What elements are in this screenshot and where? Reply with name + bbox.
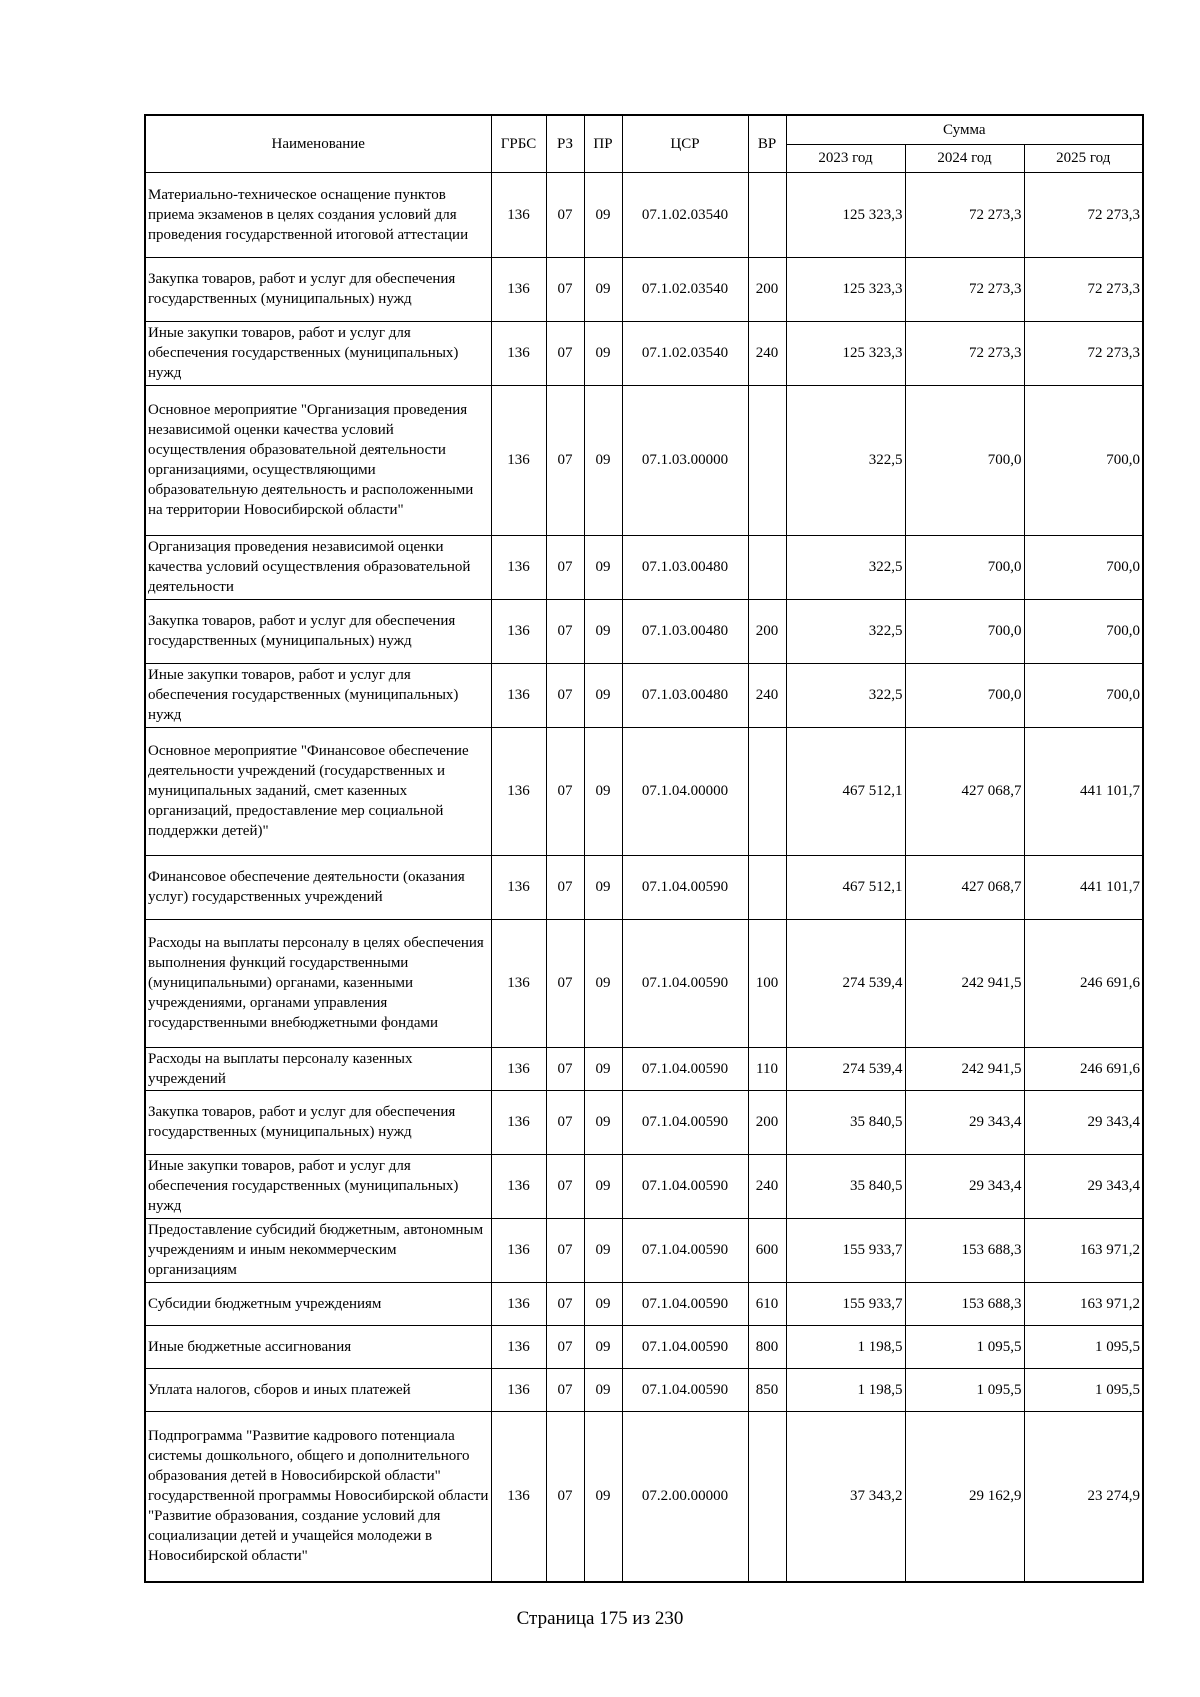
row-csr: 07.1.02.03540 <box>622 321 748 385</box>
row-grbs: 136 <box>491 1411 546 1582</box>
row-vr <box>748 535 786 599</box>
row-pr: 09 <box>584 1047 622 1090</box>
row-pr: 09 <box>584 1282 622 1325</box>
row-vr: 240 <box>748 663 786 727</box>
row-name: Финансовое обеспечение деятельности (оказания услуг) государственных учреждений <box>145 855 491 919</box>
row-csr: 07.1.03.00480 <box>622 599 748 663</box>
header-pr: ПР <box>584 115 622 172</box>
table-row <box>145 172 1143 257</box>
row-csr: 07.1.04.00590 <box>622 1047 748 1090</box>
row-name: Закупка товаров, работ и услуг для обеспечения государственных (муниципальных) нужд <box>145 1090 491 1154</box>
row-rz: 07 <box>546 1154 584 1218</box>
row-csr: 07.1.03.00000 <box>622 385 748 535</box>
row-name: Подпрограмма "Развитие кадрового потенциала системы дошкольного, общего и дополнительного образования детей в Новосибирской области" государственной программы Новосибирской области "Развитие образования, создание условий для социализации детей и учащейся молодежи в Новосибирской области" <box>145 1411 491 1582</box>
table-row <box>145 599 1143 663</box>
row-sum-2023: 467 512,1 <box>786 727 905 855</box>
row-sum-2023: 274 539,4 <box>786 919 905 1047</box>
row-vr: 110 <box>748 1047 786 1090</box>
row-rz: 07 <box>546 257 584 321</box>
row-name: Основное мероприятие "Финансовое обеспечение деятельности учреждений (государственных и муниципальных заданий, смет казенных организаций, предоставление мер социальной поддержки детей)" <box>145 727 491 855</box>
table-row <box>145 535 1143 599</box>
row-grbs: 136 <box>491 535 546 599</box>
row-sum-2023: 322,5 <box>786 385 905 535</box>
row-sum-2023: 125 323,3 <box>786 321 905 385</box>
row-sum-2024: 700,0 <box>905 535 1024 599</box>
row-csr: 07.2.00.00000 <box>622 1411 748 1582</box>
row-vr: 200 <box>748 1090 786 1154</box>
row-sum-2025: 23 274,9 <box>1024 1411 1143 1582</box>
row-sum-2024: 1 095,5 <box>905 1325 1024 1368</box>
row-rz: 07 <box>546 599 584 663</box>
table-row <box>145 855 1143 919</box>
row-csr: 07.1.04.00590 <box>622 1325 748 1368</box>
row-grbs: 136 <box>491 1047 546 1090</box>
row-name: Иные закупки товаров, работ и услуг для обеспечения государственных (муниципальных) нужд <box>145 1154 491 1218</box>
table-row <box>145 1218 1143 1282</box>
row-pr: 09 <box>584 663 622 727</box>
row-sum-2025: 1 095,5 <box>1024 1325 1143 1368</box>
row-sum-2025: 441 101,7 <box>1024 855 1143 919</box>
row-csr: 07.1.03.00480 <box>622 535 748 599</box>
table-row <box>145 1154 1143 1218</box>
row-sum-2025: 441 101,7 <box>1024 727 1143 855</box>
row-sum-2024: 72 273,3 <box>905 257 1024 321</box>
row-pr: 09 <box>584 172 622 257</box>
row-sum-2025: 246 691,6 <box>1024 919 1143 1047</box>
row-pr: 09 <box>584 919 622 1047</box>
row-csr: 07.1.04.00590 <box>622 1282 748 1325</box>
row-grbs: 136 <box>491 663 546 727</box>
row-vr <box>748 385 786 535</box>
row-csr: 07.1.04.00000 <box>622 727 748 855</box>
row-grbs: 136 <box>491 919 546 1047</box>
table-row <box>145 321 1143 385</box>
row-rz: 07 <box>546 727 584 855</box>
row-vr: 200 <box>748 257 786 321</box>
row-sum-2024: 700,0 <box>905 385 1024 535</box>
row-sum-2023: 1 198,5 <box>786 1325 905 1368</box>
row-sum-2025: 700,0 <box>1024 385 1143 535</box>
row-sum-2023: 125 323,3 <box>786 257 905 321</box>
row-rz: 07 <box>546 1325 584 1368</box>
row-csr: 07.1.04.00590 <box>622 855 748 919</box>
table-row <box>145 919 1143 1047</box>
header-grbs: ГРБС <box>491 115 546 172</box>
header-name: Наименование <box>145 115 491 172</box>
row-sum-2024: 72 273,3 <box>905 321 1024 385</box>
row-sum-2023: 467 512,1 <box>786 855 905 919</box>
row-rz: 07 <box>546 172 584 257</box>
row-sum-2024: 72 273,3 <box>905 172 1024 257</box>
row-name: Предоставление субсидий бюджетным, автономным учреждениям и иным некоммерческим организациям <box>145 1218 491 1282</box>
row-name: Закупка товаров, работ и услуг для обеспечения государственных (муниципальных) нужд <box>145 599 491 663</box>
row-csr: 07.1.02.03540 <box>622 257 748 321</box>
row-vr: 240 <box>748 321 786 385</box>
row-grbs: 136 <box>491 172 546 257</box>
table-row <box>145 663 1143 727</box>
row-sum-2023: 322,5 <box>786 599 905 663</box>
row-sum-2023: 125 323,3 <box>786 172 905 257</box>
row-grbs: 136 <box>491 599 546 663</box>
row-sum-2023: 322,5 <box>786 535 905 599</box>
header-year-2024: 2024 год <box>905 144 1024 172</box>
header-rz: РЗ <box>546 115 584 172</box>
row-rz: 07 <box>546 535 584 599</box>
row-vr <box>748 1411 786 1582</box>
row-pr: 09 <box>584 535 622 599</box>
row-grbs: 136 <box>491 1154 546 1218</box>
row-vr: 240 <box>748 1154 786 1218</box>
row-sum-2024: 29 162,9 <box>905 1411 1024 1582</box>
row-pr: 09 <box>584 855 622 919</box>
header-year-2025: 2025 год <box>1024 144 1143 172</box>
row-grbs: 136 <box>491 385 546 535</box>
row-name: Расходы на выплаты персоналу казенных учреждений <box>145 1047 491 1090</box>
row-sum-2024: 153 688,3 <box>905 1282 1024 1325</box>
row-sum-2025: 29 343,4 <box>1024 1090 1143 1154</box>
row-vr <box>748 727 786 855</box>
row-sum-2025: 700,0 <box>1024 663 1143 727</box>
row-name: Иные бюджетные ассигнования <box>145 1325 491 1368</box>
row-vr <box>748 172 786 257</box>
row-grbs: 136 <box>491 1325 546 1368</box>
row-pr: 09 <box>584 1325 622 1368</box>
budget-table-container <box>144 114 1144 1583</box>
budget-table <box>144 114 1144 1583</box>
row-csr: 07.1.03.00480 <box>622 663 748 727</box>
row-sum-2023: 322,5 <box>786 663 905 727</box>
row-pr: 09 <box>584 385 622 535</box>
row-sum-2025: 246 691,6 <box>1024 1047 1143 1090</box>
row-sum-2025: 163 971,2 <box>1024 1218 1143 1282</box>
row-sum-2023: 37 343,2 <box>786 1411 905 1582</box>
header-year-2023: 2023 год <box>786 144 905 172</box>
table-body <box>145 172 1143 1582</box>
row-vr: 800 <box>748 1325 786 1368</box>
row-grbs: 136 <box>491 1368 546 1411</box>
row-pr: 09 <box>584 1411 622 1582</box>
header-csr: ЦСР <box>622 115 748 172</box>
row-csr: 07.1.04.00590 <box>622 1218 748 1282</box>
row-rz: 07 <box>546 1282 584 1325</box>
row-sum-2023: 274 539,4 <box>786 1047 905 1090</box>
row-name: Организация проведения независимой оценки качества условий осуществления образовательной деятельности <box>145 535 491 599</box>
row-sum-2025: 700,0 <box>1024 599 1143 663</box>
table-row <box>145 1325 1143 1368</box>
row-vr: 850 <box>748 1368 786 1411</box>
row-sum-2025: 163 971,2 <box>1024 1282 1143 1325</box>
row-sum-2025: 700,0 <box>1024 535 1143 599</box>
row-sum-2023: 155 933,7 <box>786 1218 905 1282</box>
row-rz: 07 <box>546 321 584 385</box>
row-sum-2025: 1 095,5 <box>1024 1368 1143 1411</box>
table-row <box>145 385 1143 535</box>
row-csr: 07.1.02.03540 <box>622 172 748 257</box>
row-pr: 09 <box>584 1368 622 1411</box>
row-grbs: 136 <box>491 727 546 855</box>
row-name: Уплата налогов, сборов и иных платежей <box>145 1368 491 1411</box>
row-sum-2024: 242 941,5 <box>905 1047 1024 1090</box>
row-name: Иные закупки товаров, работ и услуг для обеспечения государственных (муниципальных) нужд <box>145 663 491 727</box>
row-pr: 09 <box>584 321 622 385</box>
row-sum-2024: 700,0 <box>905 663 1024 727</box>
row-grbs: 136 <box>491 1282 546 1325</box>
row-sum-2023: 35 840,5 <box>786 1090 905 1154</box>
page-number: Страница 175 из 230 <box>516 1608 684 1629</box>
row-sum-2024: 153 688,3 <box>905 1218 1024 1282</box>
row-csr: 07.1.04.00590 <box>622 1090 748 1154</box>
row-sum-2024: 29 343,4 <box>905 1090 1024 1154</box>
row-grbs: 136 <box>491 1090 546 1154</box>
row-grbs: 136 <box>491 1218 546 1282</box>
table-header <box>145 115 1143 172</box>
row-sum-2023: 35 840,5 <box>786 1154 905 1218</box>
row-sum-2024: 242 941,5 <box>905 919 1024 1047</box>
table-row <box>145 1047 1143 1090</box>
row-rz: 07 <box>546 1218 584 1282</box>
table-row <box>145 1282 1143 1325</box>
header-vr: ВР <box>748 115 786 172</box>
row-sum-2024: 427 068,7 <box>905 855 1024 919</box>
row-pr: 09 <box>584 727 622 855</box>
row-sum-2023: 1 198,5 <box>786 1368 905 1411</box>
row-name: Субсидии бюджетным учреждениям <box>145 1282 491 1325</box>
row-name: Расходы на выплаты персоналу в целях обеспечения выполнения функций государственными (муниципальными) органами, казенными учреждениями, органами управления государственными внебюджетными фондами <box>145 919 491 1047</box>
row-sum-2025: 72 273,3 <box>1024 257 1143 321</box>
row-grbs: 136 <box>491 257 546 321</box>
row-pr: 09 <box>584 1218 622 1282</box>
row-vr: 610 <box>748 1282 786 1325</box>
row-grbs: 136 <box>491 321 546 385</box>
row-sum-2025: 72 273,3 <box>1024 321 1143 385</box>
row-grbs: 136 <box>491 855 546 919</box>
row-name: Материально-техническое оснащение пунктов приема экзаменов в целях создания условий для проведения государственной итоговой аттестации <box>145 172 491 257</box>
header-sum: Сумма <box>786 115 1143 144</box>
row-rz: 07 <box>546 1368 584 1411</box>
row-sum-2024: 1 095,5 <box>905 1368 1024 1411</box>
row-name: Основное мероприятие "Организация проведения независимой оценки качества условий осуществления образовательной деятельности организациями, осуществляющими образовательную деятельность и расположенными на территории Новосибирской области" <box>145 385 491 535</box>
row-vr <box>748 855 786 919</box>
row-csr: 07.1.04.00590 <box>622 1154 748 1218</box>
row-csr: 07.1.04.00590 <box>622 919 748 1047</box>
row-name: Закупка товаров, работ и услуг для обеспечения государственных (муниципальных) нужд <box>145 257 491 321</box>
row-pr: 09 <box>584 1090 622 1154</box>
row-rz: 07 <box>546 1090 584 1154</box>
row-rz: 07 <box>546 1411 584 1582</box>
row-sum-2024: 700,0 <box>905 599 1024 663</box>
row-sum-2025: 29 343,4 <box>1024 1154 1143 1218</box>
row-pr: 09 <box>584 1154 622 1218</box>
row-sum-2024: 427 068,7 <box>905 727 1024 855</box>
table-row <box>145 257 1143 321</box>
row-sum-2025: 72 273,3 <box>1024 172 1143 257</box>
table-row <box>145 727 1143 855</box>
row-csr: 07.1.04.00590 <box>622 1368 748 1411</box>
row-rz: 07 <box>546 663 584 727</box>
row-sum-2023: 155 933,7 <box>786 1282 905 1325</box>
row-sum-2024: 29 343,4 <box>905 1154 1024 1218</box>
row-vr: 600 <box>748 1218 786 1282</box>
row-vr: 200 <box>748 599 786 663</box>
table-row <box>145 1090 1143 1154</box>
row-rz: 07 <box>546 919 584 1047</box>
row-pr: 09 <box>584 599 622 663</box>
table-row <box>145 1368 1143 1411</box>
row-rz: 07 <box>546 385 584 535</box>
row-name: Иные закупки товаров, работ и услуг для обеспечения государственных (муниципальных) нужд <box>145 321 491 385</box>
row-vr: 100 <box>748 919 786 1047</box>
table-row <box>145 1411 1143 1582</box>
row-rz: 07 <box>546 1047 584 1090</box>
row-rz: 07 <box>546 855 584 919</box>
row-pr: 09 <box>584 257 622 321</box>
